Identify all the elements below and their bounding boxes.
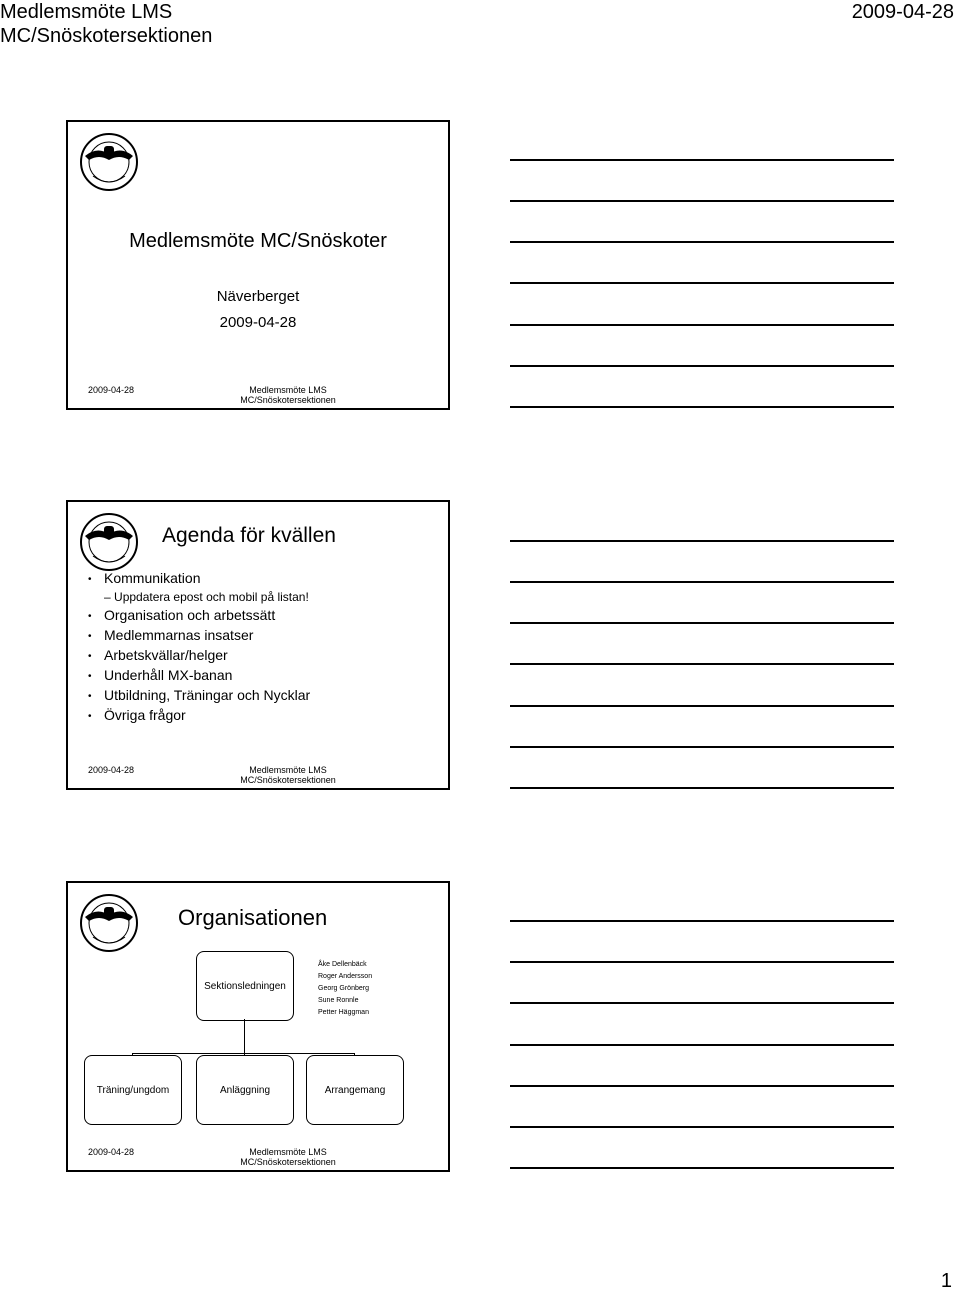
agenda-item-label: Kommunikation xyxy=(104,570,201,586)
note-line xyxy=(510,787,894,789)
header-date: 2009-04-28 xyxy=(851,1,954,23)
org-root-box xyxy=(196,951,294,1021)
org-member: Petter Häggman xyxy=(318,1009,369,1016)
org-child-label: Arrangemang xyxy=(324,1084,386,1096)
note-line xyxy=(510,622,894,624)
footer-line1: Medlemsmöte LMS xyxy=(249,385,327,395)
agenda-subitem xyxy=(104,590,309,604)
agenda-item xyxy=(88,667,232,683)
note-line xyxy=(510,282,894,284)
note-line xyxy=(510,1085,894,1087)
slide-footer-date: 2009-04-28 xyxy=(88,765,135,775)
bullet-icon: • xyxy=(88,611,92,622)
slide-3 xyxy=(66,881,450,1172)
header-title-line2: MC/Snöskotersektionen xyxy=(0,25,213,47)
slide-footer-date: 2009-04-28 xyxy=(88,385,135,395)
footer-line2: MC/Snöskotersektionen xyxy=(240,1157,336,1167)
note-line xyxy=(510,241,894,243)
note-line xyxy=(510,324,894,326)
slide-footer-date: 2009-04-28 xyxy=(88,1147,135,1157)
slide-1 xyxy=(66,120,450,410)
org-member: Roger Andersson xyxy=(318,973,373,980)
org-member: Sune Ronnle xyxy=(318,997,359,1004)
agenda-item xyxy=(88,627,253,643)
org-child-box xyxy=(196,1055,294,1125)
note-line xyxy=(510,159,894,161)
slide-1-subtitle-place: Näverberget xyxy=(216,288,300,305)
note-line xyxy=(510,1002,894,1004)
footer-line2: MC/Snöskotersektionen xyxy=(240,775,336,785)
agenda-item xyxy=(88,707,186,723)
footer-line1: Medlemsmöte LMS xyxy=(249,765,327,775)
note-line xyxy=(510,1167,894,1169)
agenda-item xyxy=(88,687,310,703)
note-line xyxy=(510,746,894,748)
agenda-item-label: Medlemmarnas insatser xyxy=(104,627,254,643)
agenda-subitem-label: Uppdatera epost och mobil på listan! xyxy=(114,590,309,604)
org-connector xyxy=(132,1053,354,1054)
org-child-box xyxy=(84,1055,182,1125)
club-emblem-icon xyxy=(79,132,139,192)
agenda-item xyxy=(88,607,275,623)
slide-footer-title xyxy=(213,1147,363,1167)
note-line xyxy=(510,1044,894,1046)
org-member: Georg Grönberg xyxy=(318,985,369,992)
slide-3-title: Organisationen xyxy=(178,905,328,930)
slide-footer-title xyxy=(213,765,363,785)
club-emblem-icon xyxy=(79,893,139,953)
agenda-item-label: Underhåll MX-banan xyxy=(104,667,233,683)
org-members-list xyxy=(318,959,372,1019)
note-line xyxy=(510,663,894,665)
note-line xyxy=(510,1126,894,1128)
document-header-title xyxy=(0,0,212,48)
slide-2-title: Agenda för kvällen xyxy=(162,524,336,547)
org-child-label: Anläggning xyxy=(219,1084,271,1096)
org-child-box xyxy=(306,1055,404,1125)
slide-footer-title xyxy=(213,385,363,405)
agenda-item-label: Övriga frågor xyxy=(104,707,186,723)
bullet-icon: • xyxy=(88,631,92,642)
agenda-item xyxy=(88,647,228,663)
slide-2 xyxy=(66,500,450,790)
bullet-icon: • xyxy=(88,691,92,702)
note-line xyxy=(510,705,894,707)
note-line xyxy=(510,581,894,583)
club-emblem-icon xyxy=(79,512,139,572)
header-title-line1: Medlemsmöte LMS xyxy=(0,1,173,23)
agenda-item-label: Arbetskvällar/helger xyxy=(104,647,228,663)
note-line xyxy=(510,540,894,542)
slide-1-title: Medlemsmöte MC/Snöskoter xyxy=(129,230,387,252)
note-line xyxy=(510,200,894,202)
note-line xyxy=(510,961,894,963)
bullet-icon: • xyxy=(88,711,92,722)
note-line xyxy=(510,406,894,408)
page-number: 1 xyxy=(940,1270,952,1292)
org-member: Åke Dellenbäck xyxy=(318,961,367,968)
bullet-icon: • xyxy=(88,671,92,682)
dash-icon: – xyxy=(104,590,111,604)
footer-line1: Medlemsmöte LMS xyxy=(249,1147,327,1157)
agenda-item-label: Utbildning, Träningar och Nycklar xyxy=(104,687,311,703)
note-line xyxy=(510,365,894,367)
bullet-icon: • xyxy=(88,651,92,662)
org-root-label: Sektionsledningen xyxy=(204,980,286,992)
agenda-item-label: Organisation och arbetssätt xyxy=(104,607,276,623)
agenda-item xyxy=(88,570,201,586)
footer-line2: MC/Snöskotersektionen xyxy=(240,395,336,405)
bullet-icon: • xyxy=(88,574,92,585)
org-connector xyxy=(244,1019,245,1053)
org-child-label: Träning/ungdom xyxy=(96,1084,170,1096)
note-line xyxy=(510,920,894,922)
slide-1-subtitle-date: 2009-04-28 xyxy=(219,314,297,331)
